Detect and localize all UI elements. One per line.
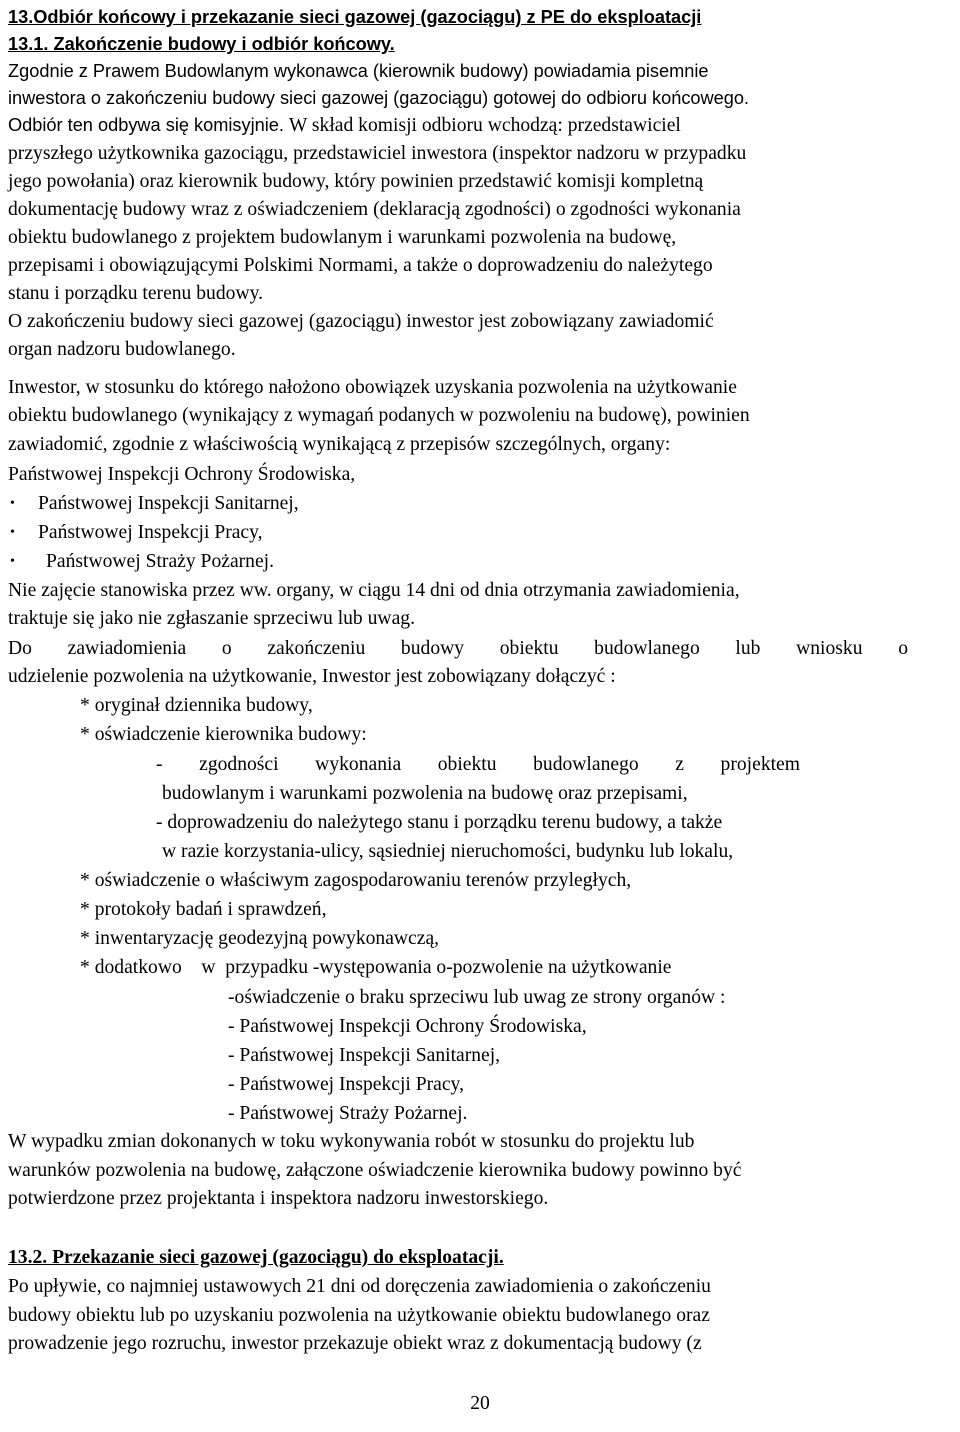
organ-item: - Państwowej Inspekcji Pracy, xyxy=(228,1074,464,1095)
bullet-icon: • xyxy=(10,554,15,569)
paragraph-1-line: inwestora o zakończeniu budowy sieci gazowej (gazociągu) gotowej do odbioru końcowego. xyxy=(8,88,750,108)
paragraph-1-line: stanu i porządku terenu budowy. xyxy=(8,283,264,304)
attachment-item: * dodatkowo w przypadku -występowania o-pozwolenie na użytkowanie xyxy=(80,957,672,978)
paragraph-7-line: budowy obiektu lub po uzyskaniu pozwolenia na użytkowanie obiektu budowlanego oraz xyxy=(8,1305,710,1326)
bullet-icon: • xyxy=(10,496,15,511)
paragraph-4-line: Nie zajęcie stanowiska przez ww. organy, w ciągu 14 dni od dnia otrzymania zawiadomienia, xyxy=(8,580,740,601)
attachment-subitem: - zgodności wykonania obiektu budowlanego z projektem xyxy=(156,754,800,775)
paragraph-5-line: udzielenie pozwolenia na użytkowanie, Inwestor jest zobowiązany dołączyć : xyxy=(8,666,616,687)
paragraph-1-line: Zgodnie z Prawem Budowlanym wykonawca (kierownik budowy) powiadamia pisemnie xyxy=(8,61,709,81)
paragraph-1-line xyxy=(8,112,681,139)
attachment-subitem: - doprowadzeniu do należytego stanu i porządku terenu budowy, a także xyxy=(156,812,723,833)
paragraph-6-line: warunków pozwolenia na budowę, załączone oświadczenie kierownika budowy powinno być xyxy=(8,1160,742,1181)
attachment-item: * oświadczenie o właściwym zagospodarowaniu terenów przyległych, xyxy=(80,870,632,891)
paragraph-1-line: obiektu budowlanego z projektem budowlanym i warunkami pozwolenia na budowę, xyxy=(8,227,677,248)
bullet-item: Państwowej Inspekcji Sanitarnej, xyxy=(38,493,299,514)
attachment-subitem: -oświadczenie o braku sprzeciwu lub uwag ze strony organów : xyxy=(228,987,726,1008)
bullet-item: Państwowej Inspekcji Pracy, xyxy=(38,522,263,543)
bullet-icon: • xyxy=(10,525,15,540)
paragraph-4-line: traktuje się jako nie zgłaszanie sprzeciwu lub uwag. xyxy=(8,608,415,629)
attachment-item: * oświadczenie kierownika budowy: xyxy=(80,724,367,745)
paragraph-6-line: W wypadku zmian dokonanych w toku wykonywania robót w stosunku do projektu lub xyxy=(8,1131,695,1152)
attachment-item: * protokoły badań i sprawdzeń, xyxy=(80,899,327,920)
paragraph-5-line: Do zawiadomienia o zakończeniu budowy obiektu budowlanego lub wniosku o xyxy=(8,638,908,659)
paragraph-7-line: prowadzenie jego rozruchu, inwestor przekazuje obiekt wraz z dokumentacją budowy (z xyxy=(8,1333,702,1354)
paragraph-7-line: Po upływie, co najmniej ustawowych 21 dni od doręczenia zawiadomienia o zakończeniu xyxy=(8,1276,711,1297)
paragraph-3-line: zawiadomić, zgodnie z właściwością wynikającą z przepisów szczególnych, organy: xyxy=(8,434,671,455)
attachment-subitem: w razie korzystania-ulicy, sąsiedniej nieruchomości, budynku lub lokalu, xyxy=(162,841,734,862)
organ-item: - Państwowej Inspekcji Sanitarnej, xyxy=(228,1045,501,1066)
bullet-item: Państwowej Straży Pożarnej. xyxy=(46,551,274,572)
paragraph-1-line: przepisami i obowiązującymi Polskimi Normami, a także o doprowadzeniu do należytego xyxy=(8,255,713,276)
attachment-subitem: budowlanym i warunkami pozwolenia na budowę oraz przepisami, xyxy=(162,783,688,804)
paragraph-3-line: Państwowej Inspekcji Ochrony Środowiska, xyxy=(8,464,356,485)
paragraph-1-sans-part: Odbiór ten odbywa się komisyjnie. xyxy=(8,115,284,135)
paragraph-3-line: obiektu budowlanego (wynikający z wymagań podanych w pozwoleniu na budowę), powinien xyxy=(8,405,750,426)
page-number: 20 xyxy=(470,1393,490,1414)
paragraph-3-line: Inwestor, w stosunku do którego nałożono obowiązek uzyskania pozwolenia na użytkowanie xyxy=(8,377,737,398)
paragraph-2-line: organ nadzoru budowlanego. xyxy=(8,339,236,360)
organ-item: - Państwowej Straży Pożarnej. xyxy=(228,1103,468,1124)
paragraph-1-line: jego powołania) oraz kierownik budowy, który powinien przedstawić komisji kompletną xyxy=(8,171,704,192)
subsection-heading-13-1: 13.1. Zakończenie budowy i odbiór końcowy. xyxy=(8,34,395,54)
paragraph-1-line: przyszłego użytkownika gazociągu, przedstawiciel inwestora (inspektor nadzoru w przypadku xyxy=(8,143,747,164)
organ-item: - Państwowej Inspekcji Ochrony Środowiska, xyxy=(228,1016,587,1037)
attachment-item: * inwentaryzację geodezyjną powykonawczą, xyxy=(80,928,440,949)
paragraph-2-line: O zakończeniu budowy sieci gazowej (gazociągu) inwestor jest zobowiązany zawiadomić xyxy=(8,311,714,332)
subsection-heading-13-2: 13.2. Przekazanie sieci gazowej (gazociągu) do eksploatacji. xyxy=(8,1247,504,1268)
paragraph-6-line: potwierdzone przez projektanta i inspektora nadzoru inwestorskiego. xyxy=(8,1188,549,1209)
section-heading: 13.Odbiór końcowy i przekazanie sieci gazowej (gazociągu) z PE do eksploatacji xyxy=(8,7,702,27)
paragraph-1-serif-part: W skład komisji odbioru wchodzą: przedstawiciel xyxy=(288,115,681,136)
paragraph-1-line: dokumentację budowy wraz z oświadczeniem (deklaracją zgodności) o zgodności wykonania xyxy=(8,199,741,220)
attachment-item: * oryginał dziennika budowy, xyxy=(80,695,313,716)
